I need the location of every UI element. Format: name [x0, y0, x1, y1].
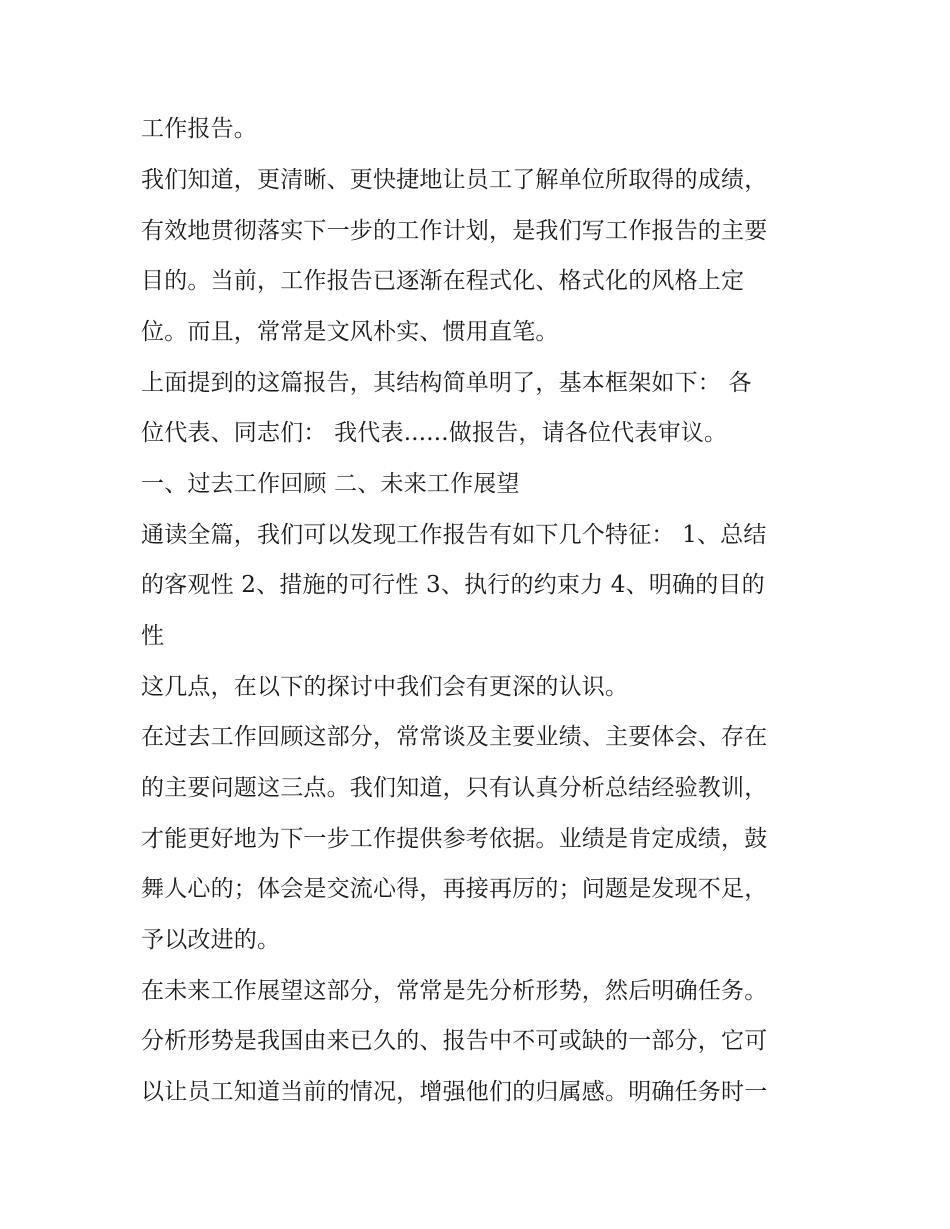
text-line: 才能更好地为下一步工作提供参考依据。业绩是肯定成绩，鼓: [141, 826, 768, 852]
text-line: 以让员工知道当前的情况，增强他们的归属感。明确任务时一: [141, 1079, 768, 1105]
text-line: 上面提到的这篇报告，其结构简单明了，基本框架如下： 各: [141, 370, 752, 396]
text-line: 我们知道，更清晰、更快捷地让员工了解单位所取得的成绩，: [141, 167, 768, 193]
text-line: 在未来工作展望这部分，常常是先分析形势，然后明确任务。: [141, 978, 768, 1004]
text-line: 通读全篇，我们可以发现工作报告有如下几个特征： 1、总结: [141, 522, 767, 548]
text-line: 性: [141, 623, 165, 649]
text-line: 目的。当前，工作报告已逐渐在程式化、格式化的风格上定: [141, 268, 745, 294]
text-line: 在过去工作回顾这部分，常常谈及主要业绩、主要体会、存在: [141, 724, 768, 750]
text-line: 位代表、同志们： 我代表......做报告，请各位代表审议。: [141, 420, 728, 446]
text-line: 一、过去工作回顾 二、未来工作展望: [141, 471, 520, 497]
text-line: 的客观性 2、措施的可行性 3、执行的约束力 4、明确的目的: [141, 572, 765, 598]
text-line: 的主要问题这三点。我们知道，只有认真分析总结经验教训，: [141, 775, 768, 801]
text-line: 分析形势是我国由来已久的、报告中不可或缺的一部分，它可: [141, 1028, 768, 1054]
text-line: 舞人心的；体会是交流心得，再接再厉的；问题是发现不足，: [141, 876, 768, 902]
text-line: 工作报告。: [141, 116, 257, 142]
text-line: 位。而且，常常是文风朴实、惯用直笔。: [141, 319, 559, 345]
text-line: 这几点，在以下的探讨中我们会有更深的认识。: [141, 674, 629, 700]
text-line: 予以改进的。: [141, 927, 281, 953]
text-line: 有效地贯彻落实下一步的工作计划，是我们写工作报告的主要: [141, 218, 768, 244]
